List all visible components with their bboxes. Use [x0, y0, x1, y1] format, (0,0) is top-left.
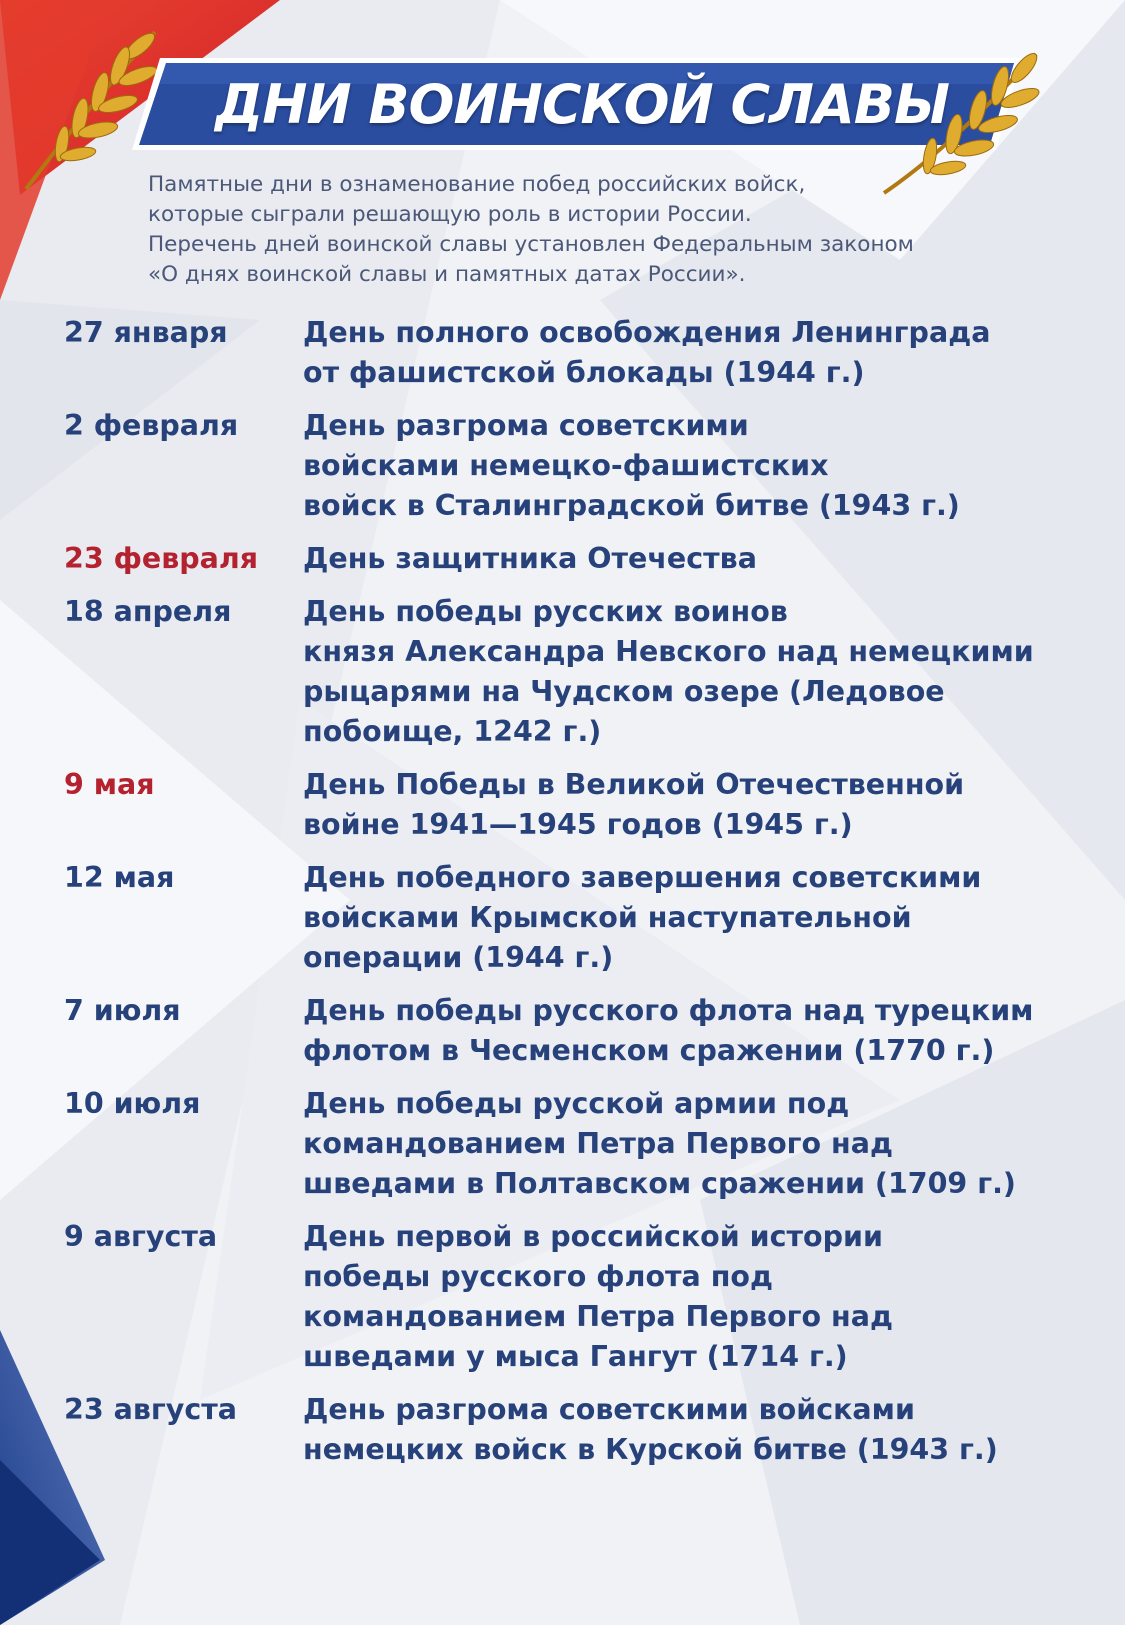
events-list: [64, 313, 1064, 1483]
event-date: 7 июля: [64, 994, 181, 1027]
event-description-line: шведами у мыса Гангут (1714 г.): [303, 1340, 848, 1373]
event-date: 23 февраля: [64, 542, 259, 575]
page-title: ДНИ ВОИНСКОЙ СЛАВЫ: [215, 72, 949, 136]
event-date: 23 августа: [64, 1393, 237, 1426]
intro-text: [148, 170, 1008, 290]
event-description: [303, 991, 1033, 1071]
event-description-line: День первой в российской истории: [303, 1220, 883, 1253]
intro-line: которые сыграли решающую роль в истории России.: [148, 202, 752, 227]
event-row: [64, 592, 1064, 752]
event-description-line: операции (1944 г.): [303, 941, 614, 974]
event-description: [303, 1217, 893, 1377]
event-description-line: войне 1941—1945 годов (1945 г.): [303, 808, 853, 841]
event-description-line: День победы русских воинов: [303, 595, 788, 628]
intro-line: Памятные дни в ознаменование побед российских войск,: [148, 172, 806, 197]
event-date: 10 июля: [64, 1087, 201, 1120]
event-description-line: войск в Сталинградской битве (1943 г.): [303, 489, 960, 522]
event-description-line: войсками Крымской наступательной: [303, 901, 912, 934]
event-row: [64, 1217, 1064, 1377]
event-description-line: от фашистской блокады (1944 г.): [303, 356, 865, 389]
event-date: 18 апреля: [64, 595, 232, 628]
event-row: [64, 765, 1064, 845]
event-description-line: командованием Петра Первого над: [303, 1300, 893, 1333]
event-description-line: День победного завершения советскими: [303, 861, 982, 894]
event-description-line: День полного освобождения Ленинграда: [303, 316, 991, 349]
event-description-line: побоище, 1242 г.): [303, 715, 602, 748]
event-description: [303, 1390, 998, 1470]
event-row: [64, 1390, 1064, 1470]
event-description-line: рыцарями на Чудском озере (Ледовое: [303, 675, 945, 708]
event-date: 12 мая: [64, 861, 175, 894]
event-description-line: День победы русской армии под: [303, 1087, 850, 1120]
event-date: 27 января: [64, 316, 228, 349]
event-description: [303, 313, 990, 393]
event-description-line: князя Александра Невского над немецкими: [303, 635, 1034, 668]
event-description-line: День победы русского флота над турецким: [303, 994, 1034, 1027]
event-row: [64, 406, 1064, 526]
intro-line: Перечень дней воинской славы установлен Федеральным законом: [148, 232, 914, 257]
event-row: [64, 991, 1064, 1071]
event-description-line: День разгрома советскими войсками: [303, 1393, 915, 1426]
event-date: 9 августа: [64, 1220, 218, 1253]
event-description-line: войсками немецко-фашистских: [303, 449, 829, 482]
event-description-line: шведами в Полтавском сражении (1709 г.): [303, 1167, 1016, 1200]
event-description-line: День защитника Отечества: [303, 542, 757, 575]
event-row: [64, 313, 1064, 393]
event-row: [64, 539, 1064, 579]
event-description: [303, 1084, 1016, 1204]
event-description-line: День Победы в Великой Отечественной: [303, 768, 965, 801]
intro-line: «О днях воинской славы и памятных датах России».: [148, 262, 746, 287]
event-date: 9 мая: [64, 768, 155, 801]
event-description-line: командованием Петра Первого над: [303, 1127, 893, 1160]
event-description: [303, 765, 964, 845]
event-row: [64, 1084, 1064, 1204]
event-date: 2 февраля: [64, 409, 239, 442]
event-description-line: День разгрома советскими: [303, 409, 749, 442]
event-description-line: флотом в Чесменском сражении (1770 г.): [303, 1034, 995, 1067]
event-description-line: победы русского флота под: [303, 1260, 773, 1293]
event-description: [303, 592, 1034, 752]
event-description: [303, 406, 960, 526]
event-row: [64, 858, 1064, 978]
event-description-line: немецких войск в Курской битве (1943 г.): [303, 1433, 998, 1466]
event-description: [303, 858, 981, 978]
event-description: [303, 539, 757, 579]
